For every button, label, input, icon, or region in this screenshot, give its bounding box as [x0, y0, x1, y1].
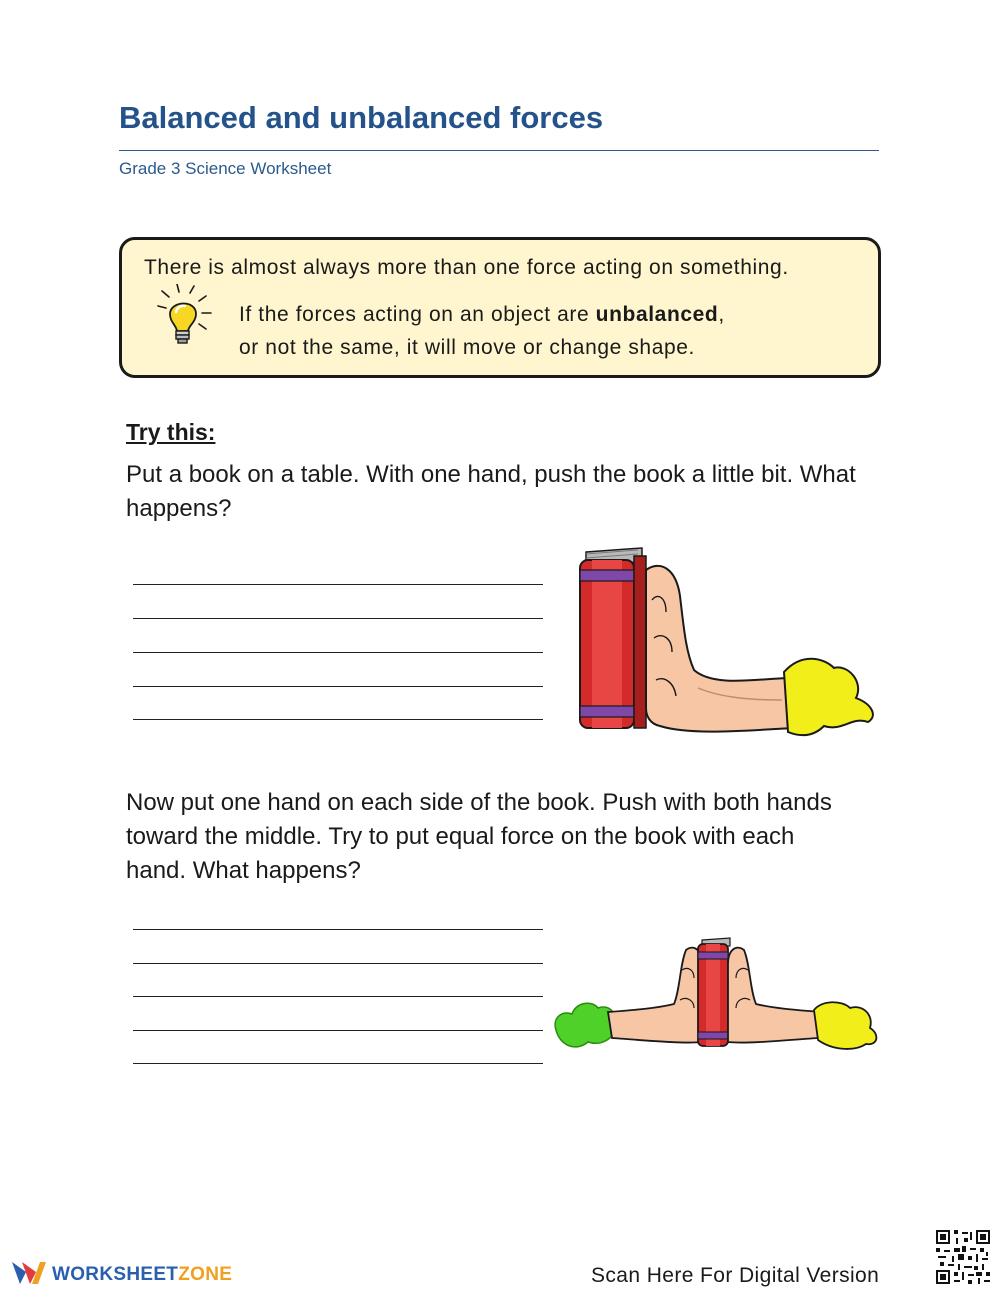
tip-box — [119, 237, 881, 378]
left-sleeve-image — [555, 1003, 616, 1047]
answer-line[interactable] — [133, 686, 543, 687]
logo-mark-icon — [10, 1258, 48, 1288]
right-sleeve-image — [814, 1002, 876, 1049]
page-title: Balanced and unbalanced forces — [119, 100, 604, 135]
tip-line-1: There is almost always more than one force acting on something. — [144, 256, 789, 279]
qr-code-icon[interactable] — [934, 1228, 992, 1286]
worksheetzone-logo[interactable] — [10, 1258, 250, 1288]
book-image — [698, 938, 730, 1046]
answer-line[interactable] — [133, 652, 543, 653]
hand-image — [646, 566, 794, 732]
question-1: Put a book on a table. With one hand, push the book a little bit. What happens? — [126, 461, 856, 522]
book-image — [580, 548, 646, 728]
sleeve-image — [784, 659, 873, 735]
left-hand-image — [608, 948, 702, 1043]
one-hand-push-illustration — [572, 540, 882, 740]
tip-text — [239, 298, 725, 364]
logo-text-worksheet: WORKSHEET — [52, 1264, 179, 1285]
answer-line[interactable] — [133, 1030, 543, 1031]
answer-line[interactable] — [133, 618, 543, 619]
tip-line-2-end: , — [718, 303, 725, 326]
answer-line[interactable] — [133, 719, 543, 720]
tip-line-3: or not the same, it will move or change shape. — [239, 336, 695, 359]
lightbulb-icon — [156, 284, 220, 352]
title-divider — [119, 150, 879, 151]
answer-line[interactable] — [133, 1063, 543, 1064]
tip-line-2-start: If the forces acting on an object are — [239, 303, 596, 326]
scan-instruction: Scan Here For Digital Version — [591, 1264, 880, 1287]
question-2: Now put one hand on each side of the book. Push with both hands toward the middle. Try to put equal force on the book with each hand. What happens? — [126, 789, 832, 884]
two-hands-push-illustration — [552, 930, 882, 1054]
right-hand-image — [728, 948, 822, 1043]
page-subtitle: Grade 3 Science Worksheet — [119, 159, 332, 178]
try-this-heading: Try this: — [126, 419, 216, 445]
answer-line[interactable] — [133, 963, 543, 964]
answer-line[interactable] — [133, 584, 543, 585]
tip-keyword: unbalanced — [595, 303, 719, 326]
logo-text-zone: ZONE — [178, 1264, 233, 1285]
logo-text — [52, 1264, 232, 1286]
answer-line[interactable] — [133, 929, 543, 930]
answer-line[interactable] — [133, 996, 543, 997]
